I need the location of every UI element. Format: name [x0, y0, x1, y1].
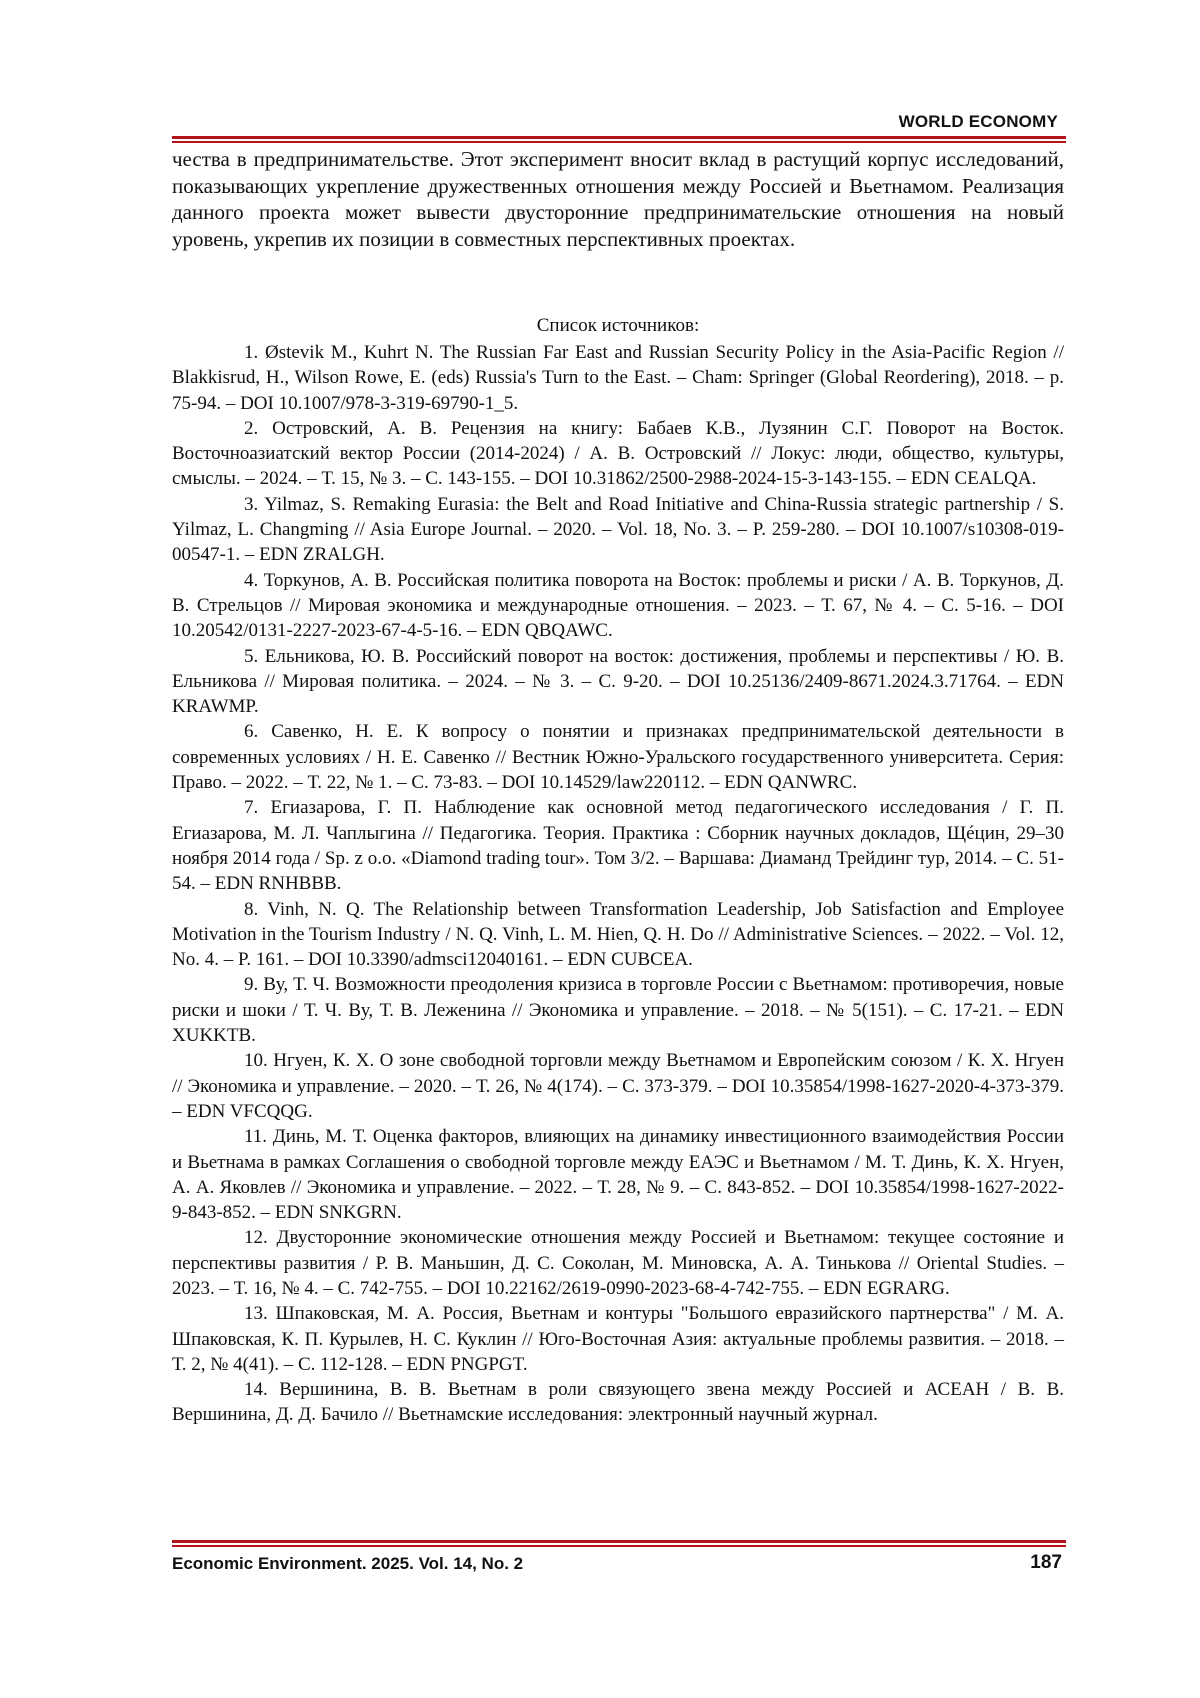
reference-item: 11. Динь, М. Т. Оценка факторов, влияющих на динамику инвестиционного взаимодействия России и Вьетнама в рамках Соглашения о свободной торговле между ЕАЭС и Вьетнамом / М. Т. Динь, К. Х. Нгуен, А. А. Яковлев // Экономика и управление. – 2022. – Т. 28, № 9. – С. 843-852. – DOI 10.35854/1998-1627-2022-9-843-852. – EDN SNKGRN. — [172, 1124, 1064, 1225]
header-rule-thick — [172, 136, 1066, 139]
reference-item: 8. Vinh, N. Q. The Relationship between Transformation Leadership, Job Satisfaction and Employee Motivation in the Tourism Industry / N. Q. Vinh, L. M. Hien, Q. H. Do // Administrative Sciences. – 2022. – Vol. 12, No. 4. – P. 161. – DOI 10.3390/admsci12040161. – EDN CUBCEA. — [172, 897, 1064, 973]
footer-journal-title: Economic Environment. 2025. Vol. 14, No. 2 — [172, 1554, 523, 1574]
footer-rule-thick — [172, 1540, 1066, 1543]
reference-item: 10. Нгуен, К. Х. О зоне свободной торговли между Вьетнамом и Европейским союзом / К. Х. Нгуен // Экономика и управление. – 2020. – Т. 26, № 4(174). – С. 373-379. – DOI 10.35854/1998-1627-2020-4-373-379. – EDN VFCQQG. — [172, 1048, 1064, 1124]
reference-item: 12. Двусторонние экономические отношения между Россией и Вьетнамом: текущее состояние и перспективы развития / Р. В. Маньшин, Д. С. Соколан, М. Миновска, А. А. Тинькова // Oriental Studies. – 2023. – Т. 16, № 4. – С. 742-755. – DOI 10.22162/2619-0990-2023-68-4-742-755. – EDN EGRARG. — [172, 1225, 1064, 1301]
section-header: WORLD ECONOMY — [899, 112, 1058, 132]
reference-item: 5. Ельникова, Ю. В. Российский поворот на восток: достижения, проблемы и перспективы / Ю. В. Ельникова // Мировая политика. – 2024. – № 3. – С. 9-20. – DOI 10.25136/2409-8671.2024.3.71764. – EDN KRAWMP. — [172, 644, 1064, 720]
references-title: Список источников: — [172, 314, 1064, 338]
page-number: 187 — [1030, 1552, 1062, 1574]
reference-item: 2. Островский, А. В. Рецензия на книгу: Бабаев К.В., Лузянин С.Г. Поворот на Восток. Восточноазиатский вектор России (2014-2024) / А. В. Островский // Локус: люди, общество, культуры, смыслы. – 2024. – Т. 15, № 3. – С. 143-155. – DOI 10.31862/2500-2988-2024-15-3-143-155. – EDN CEALQA. — [172, 416, 1064, 492]
references-list — [172, 340, 1064, 1428]
reference-item: 13. Шпаковская, М. А. Россия, Вьетнам и контуры "Большого евразийского партнерства" / М. А. Шпаковская, К. П. Курылев, Н. С. Куклин // Юго-Восточная Азия: актуальные проблемы развития. – 2018. – Т. 2, № 4(41). – С. 112-128. – EDN PNGPGT. — [172, 1301, 1064, 1377]
header-rule-thin — [172, 141, 1066, 143]
journal-page — [0, 0, 1200, 1698]
reference-item: 4. Торкунов, А. В. Российская политика поворота на Восток: проблемы и риски / А. В. Торкунов, Д. В. Стрельцов // Мировая экономика и международные отношения. – 2023. – Т. 67, № 4. – С. 5-16. – DOI 10.20542/0131-2227-2023-67-4-5-16. – EDN QBQAWC. — [172, 568, 1064, 644]
reference-item: 14. Вершинина, В. В. Вьетнам в роли связующего звена между Россией и АСЕАН / В. В. Вершинина, Д. Д. Бачило // Вьетнамские исследования: электронный научный журнал. — [172, 1377, 1064, 1428]
footer-rule-thin — [172, 1545, 1066, 1547]
reference-item: 7. Егиазарова, Г. П. Наблюдение как основной метод педагогического исследования / Г. П. Егиазарова, М. Л. Чаплыгина // Педагогика. Теория. Практика : Сборник научных докладов, Щéцин, 29–30 ноября 2014 года / Sp. z o.o. «Diamond trading tour». Том 3/2. – Варшава: Диаманд Трейдинг тур, 2014. – С. 51-54. – EDN RNHBBB. — [172, 795, 1064, 896]
reference-item: 3. Yilmaz, S. Remaking Eurasia: the Belt and Road Initiative and China-Russia strategic partnership / S. Yilmaz, L. Changming // Asia Europe Journal. – 2020. – Vol. 18, No. 3. – P. 259-280. – DOI 10.1007/s10308-019-00547-1. – EDN ZRALGH. — [172, 492, 1064, 568]
reference-item: 1. Østevik M., Kuhrt N. The Russian Far East and Russian Security Policy in the Asia-Pacific Region // Blakkisrud, H., Wilson Rowe, E. (eds) Russia's Turn to the East. – Cham: Springer (Global Reordering), 2018. – p. 75-94. – DOI 10.1007/978-3-319-69790-1_5. — [172, 340, 1064, 416]
reference-item: 9. Ву, Т. Ч. Возможности преодоления кризиса в торговле России с Вьетнамом: противоречия, новые риски и шоки / Т. Ч. Ву, Т. В. Леженина // Экономика и управление. – 2018. – № 5(151). – С. 17-21. – EDN XUKKTB. — [172, 972, 1064, 1048]
reference-item: 6. Савенко, Н. Е. К вопросу о понятии и признаках предпринимательской деятельности в современных условиях / Н. Е. Савенко // Вестник Южно-Уральского государственного университета. Серия: Право. – 2022. – Т. 22, № 1. – С. 73-83. – DOI 10.14529/law220112. – EDN QANWRC. — [172, 719, 1064, 795]
body-paragraph: чества в предпринимательстве. Этот эксперимент вносит вклад в растущий корпус исследований, показывающих укрепление дружественных отношения между Россией и Вьетнамом. Реализация данного проекта может вывести двусторонние предпринимательские отношения на новый уровень, укрепив их позиции в совместных перспективных проектах. — [172, 146, 1064, 252]
